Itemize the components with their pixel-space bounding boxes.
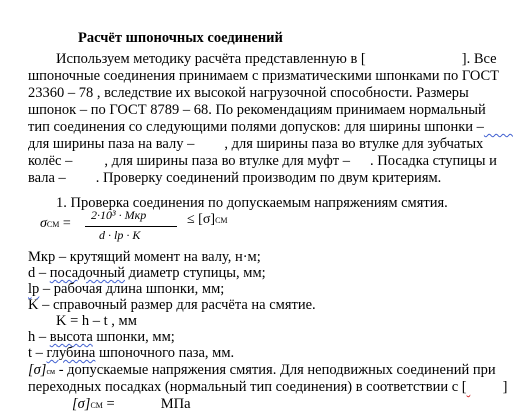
def-h-b: высота: [49, 329, 93, 345]
formula-sigma-sub: СМ: [46, 220, 60, 229]
def-lp: [28, 281, 224, 298]
para1-line1: [56, 51, 497, 68]
formula-compare-text: ≤ [σ]: [187, 212, 216, 227]
formula-fraction-bar: [85, 226, 177, 227]
para1-line2: шпоночные соединения принимаем с призматическими шпонками по ГОСТ: [28, 68, 500, 84]
para1-line6-a: для ширины паза на валу –: [28, 136, 195, 152]
para1-line1-text: Используем методику расчёта представленную в [: [56, 51, 366, 67]
para1-line7-c: . Посадка ступицы и: [370, 153, 497, 169]
formula-lhs: [40, 216, 71, 232]
para2-line2-text: переходных посадках (нормальный тип соединения) в соответствии с [: [28, 379, 467, 395]
def-lp-b: – рабочая длина шпонки, мм;: [39, 281, 225, 297]
formula-compare: [187, 212, 228, 228]
formula-sigma: σ: [40, 216, 47, 231]
para2-line1-text: - допускаемые напряжения смятия. Для неподвижных соединений при: [55, 362, 496, 378]
para1-line5: [28, 119, 513, 136]
para2-line3-sub: СМ: [90, 401, 103, 410]
def-t-c: шпоночного паза, мм.: [95, 345, 235, 361]
para1-line6-b: , для ширины паза во втулке для зубчатых: [224, 136, 484, 152]
para1-line6: [28, 136, 483, 153]
para2-sigma: [σ]: [28, 362, 47, 378]
para1-line5-text: тип соединения со следующими полями допусков: для ширины шпонки –: [28, 119, 484, 135]
def-d-c: диаметр ступицы, мм;: [124, 265, 266, 281]
para1-line8: [28, 170, 441, 187]
para1-line8-a: вала –: [28, 170, 66, 186]
formula-fraction: [85, 208, 185, 244]
def-mkr: Mкр – крутящий момент на валу, н·м;: [28, 249, 261, 265]
def-k-formula: K = h – t , мм: [56, 313, 137, 329]
item1-heading: 1. Проверка соединения по допускаемым напряжениям смятия.: [56, 195, 448, 211]
def-h-c: шпонки, мм;: [92, 329, 175, 345]
para1-line7-a: колёс –: [28, 153, 73, 169]
para2-line3-sigma: [σ]: [72, 396, 91, 412]
page-title: Расчёт шпоночных соединений: [78, 30, 283, 46]
para2-line1: [28, 362, 496, 380]
para2-sigma-sub: см: [46, 367, 56, 376]
para2-line3-unit: МПа: [160, 396, 191, 412]
def-lp-a: lр: [28, 281, 40, 297]
para1-line8-b: . Проверку соединений производим по двум критериям.: [95, 170, 442, 186]
def-t-b: глубина: [46, 345, 96, 361]
para2-line3-equals: =: [102, 396, 115, 412]
para2-line2: [28, 379, 507, 396]
def-h-a: h –: [28, 329, 50, 345]
para1-line5-mark: ____: [483, 119, 513, 135]
formula-denominator: d · lр · K: [99, 228, 141, 242]
para2-line2-end: ]: [502, 379, 508, 395]
formula-compare-sub: СМ: [215, 216, 228, 225]
def-d-b: посадочный: [49, 265, 125, 281]
def-t: [28, 345, 234, 362]
para1-line7-b: , для ширины паза во втулке для муфт –: [104, 153, 350, 169]
para1-line1-end: ]. Все: [461, 51, 497, 67]
formula-equals: =: [62, 216, 71, 231]
def-d: [28, 265, 266, 282]
def-d-a: d –: [28, 265, 50, 281]
def-k: K – справочный размер для расчёта на смятие.: [28, 297, 316, 313]
def-t-a: t –: [28, 345, 47, 361]
def-h: [28, 329, 175, 346]
para1-line3: 23360 – 78 , вследствие их высокой нагрузочной способности. Размеры: [28, 85, 469, 101]
para1-line7: [28, 153, 497, 170]
para2-line3: [72, 396, 191, 414]
para1-line4: шпонок – по ГОСТ 8789 – 68. По рекомендациям принимаем нормальный: [28, 102, 486, 118]
para2-citation-blank: [467, 379, 503, 396]
formula-numerator: 2·10³ · Mкр: [91, 208, 147, 222]
